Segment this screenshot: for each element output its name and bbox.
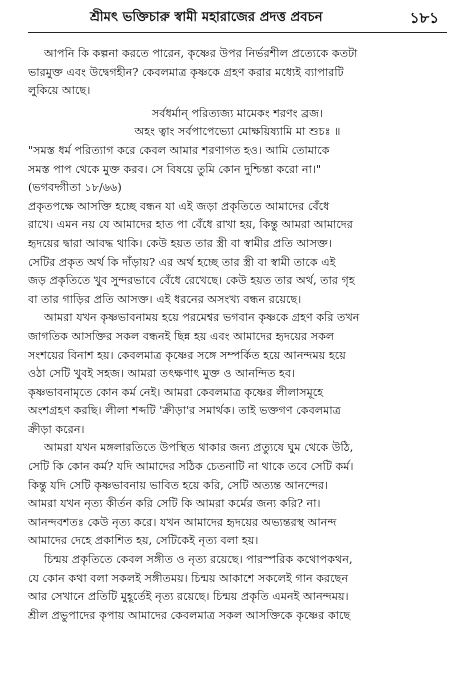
text-line: যে কোন কথা বলা সকলই সঙ্গীতময়। চিন্ময় আকাশে সকলেই গান করছেন: [28, 571, 349, 585]
verse-reference: (ভগবদ্গীতা ১৮/৬৬): [28, 181, 122, 195]
page-header: [28, 6, 447, 33]
text-line: ওঠা সেটি খুবই সহজ। আমরা তৎক্ষণাৎ মুক্ত ও আনন্দিত হব।: [28, 367, 296, 381]
text-line: আর সেখানে প্রতিটি মুহূর্তেই নৃত্য রয়েছে। চিন্ময় প্রকৃতি এমনই আনন্দময়।: [28, 590, 349, 604]
text-line: আমরা যখন নৃত্য কীর্তন করি সেটি কি আমরা কর্মের জন্য করি? না।: [28, 497, 321, 511]
body-paragraph: [28, 551, 447, 625]
text-line: কিন্তু যদি সেটি কৃষ্ণভাবনায় ভাবিত হয়ে করি, সেটি অত্যন্ত আনন্দের।: [28, 478, 329, 492]
text-line: আমরা যখন মঙ্গলারতিতে উপস্থিত থাকার জন্য প্রত্যুষে ঘুম থেকে উঠি,: [44, 441, 354, 455]
text-line: লুকিয়ে আছে।: [28, 84, 91, 98]
text-line: আপনি কি কল্পনা করতে পারেন, কৃষ্ণের উপর নির্ভরশীল প্রত্যেকে কতটা: [44, 47, 358, 60]
running-title: শ্রীমৎ ভক্তিচারু স্বামী মহারাজের প্রদত্ত প্রবচন: [90, 10, 323, 25]
text-line: ভারমুক্ত এবং উদ্বেগহীন? কেবলমাত্র কৃষ্ণকে গ্রহণ করার মধ্যেই ব্যাপারটি: [28, 65, 344, 79]
text-line: আমাদের দেহে প্রকাশিত হয়, সেটিকেই নৃত্য বলা হয়।: [28, 534, 259, 548]
text-line: প্রকৃতপক্ষে আসক্তি হচ্ছে বন্ধন যা এই জড়া প্রকৃতিতে আমাদের বেঁধে: [28, 199, 330, 213]
translation-line: সমস্ত পাপ থেকে মুক্ত করব। সে বিষয়ে তুমি কোন দুশ্চিন্তা করো না।": [28, 162, 321, 176]
sanskrit-verse: [28, 105, 447, 142]
text-line: আনন্দবশতঃ কেউ নৃত্য করে। যখন আমাদের হৃদয়ের অভ্যন্তরস্থ আনন্দ: [28, 515, 337, 529]
text-line: হৃদয়ের দ্বারা আবদ্ধ থাকি। কেউ হয়ত তার স্ত্রী বা স্বামীর প্রতি আসক্ত।: [28, 236, 332, 250]
page-body: [28, 33, 447, 625]
text-line: বা তার গাড়ির প্রতি আসক্ত। এই ধরনের অসংখ্য বন্ধন রয়েছে।: [28, 292, 302, 306]
page-number: ১৮১: [409, 9, 439, 27]
text-line: রাখে। এমন নয় যে আমাদের হাত পা বেঁধে রাখা হয়, কিন্তু আমরা আমাদের: [28, 218, 353, 232]
verse-line: সর্বধর্মান্‌ পরিত্যজ্য মামেকং শরণং ব্রজ।: [151, 106, 324, 120]
body-paragraph: [28, 309, 447, 439]
text-line: সেটি কি কোন কর্ম? যদি আমাদের সঠিক চেতনাটি না থাকে তবে সেটি কর্ম।: [28, 460, 354, 474]
body-paragraph: [28, 439, 447, 551]
text-line: চিন্ময় প্রকৃতিতে কেবল সঙ্গীত ও নৃত্য রয়েছে। পারস্পরিক কথোপকথন,: [44, 553, 353, 567]
text-line: আমরা যখন কৃষ্ণভাবনাময় হয়ে পরমেশ্বর ভগবান কৃষ্ণকে গ্রহণ করি তখন: [44, 311, 360, 325]
text-line: শ্রীল প্রভুপাদের কৃপায় আমাদের কেবলমাত্র সকল আসক্তিকে কৃষ্ণের কাছে: [28, 608, 351, 622]
text-line: সংশয়ের বিনাশ হয়। কেবলমাত্র কৃষ্ণের সঙ্গে সম্পর্কিত হয়ে আনন্দময় হয়ে: [28, 348, 346, 362]
verse-line: অহং ত্বাং সর্বপাপেভ্যো মোক্ষয়িষ্যামি মা শুচঃ ॥: [134, 125, 341, 139]
text-line: সেটির প্রকৃত অর্থ কি দাঁড়ায়? এর অর্থ হচ্ছে তার স্ত্রী বা স্বামী তাকে এই: [28, 255, 336, 269]
text-line: জাগতিক আসক্তির সকল বন্ধনই ছিন্ন হয় এবং আমাদের হৃদয়ের সকল: [28, 329, 335, 343]
translation-line: "সমস্ত ধর্ম পরিত্যাগ করে কেবল আমার শরণাগত হও। আমি তোমাকে: [28, 143, 330, 157]
text-line: কৃষ্ণভাবনামৃতে কোন কর্ম নেই। আমরা কেবলমাত্র কৃষ্ণের লীলাসমূহে: [28, 385, 324, 399]
intro-paragraph: [28, 45, 447, 101]
text-line: ক্রীড়া করেন।: [28, 422, 85, 436]
body-paragraph: [28, 198, 447, 310]
text-line: অংশগ্রহণ করছি। লীলা শব্দটি 'ক্রীড়া'র সমার্থক। তাই ভক্তগণ কেবলমাত্র: [28, 404, 341, 418]
verse-translation: [28, 142, 447, 198]
text-line: জড় প্রকৃতিতে খুব সুন্দরভাবে বেঁধে রেখেছে। কেউ হয়ত তার অর্থ, তার গৃহ: [28, 274, 355, 288]
